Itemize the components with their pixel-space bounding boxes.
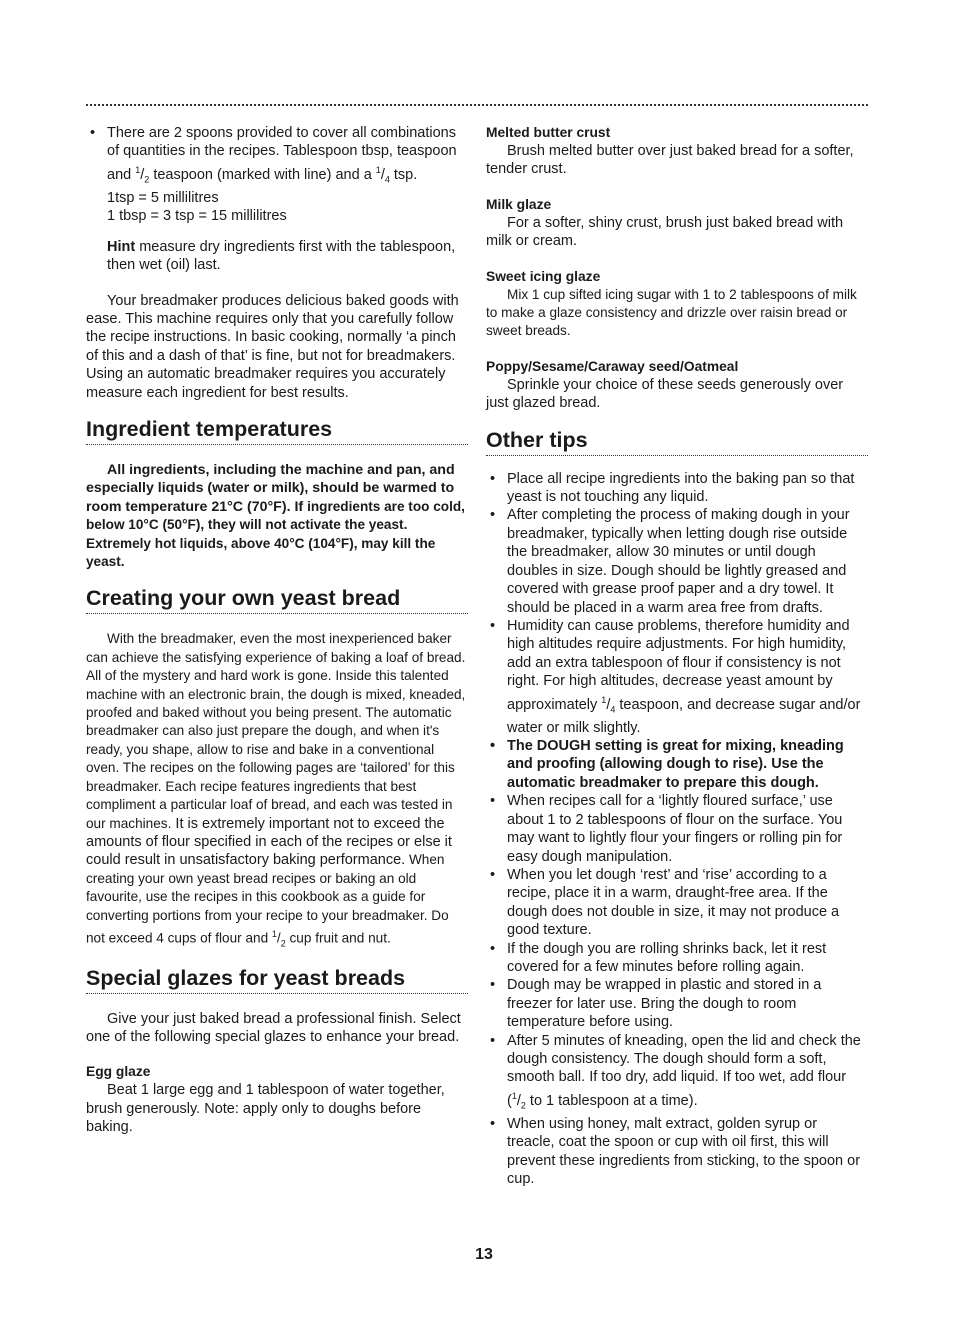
creating-yeast-bread-text: With the breadmaker, even the most inexperienced baker can achieve the satisfying experience of baking a loaf of bread. All of the mystery and hard work is gone. Inside this talented machine with an electronic brain, the dough is mixed, kneaded, proofed and baked without you being present. The automatic breadmaker can also just prepare the dough, and when it's ready, you shape, allow to rise and bake in a conventional oven. The recipes on the following pages are ‘tailored’ for this breadmaker. Each recipe features ingredients that best compliment a particular loaf of bread, and each was tested in our machines. It is extremely important not to exceed the amounts of flour specified in each of the recipes or else it could result in unsatisfactory baking performance. When creating your own yeast bread recipes or baking an old favourite, use the recipes in this cookbook as a guide for converting portions from your recipe to your breadmaker. Do not exceed 4 cups of flour and $^1/_2$ cup fruit and nut.	[86, 631, 466, 949]
list-item: • Humidity can cause problems, therefore humidity and high altitudes require adjustments. For high humidity, add an extra tablespoon of flour if consistency is not right. For high altitudes, decrease yeast amount by approximately $^1/_4$ teaspoon, and decrease sugar and/or water or milk slightly.	[486, 617, 868, 737]
bread-text: It is extremely important not to exceed the amounts of flour specified in each of the recipes or else it could result in unsatisfactory baking performance.	[86, 815, 452, 869]
fraction-numerator: 1	[511, 1090, 517, 1101]
glazes-intro: Give your just baked bread a professional finish. Select one of the following special glazes to enhance your bread.	[86, 1010, 461, 1045]
hint-text: measure dry ingredients first with the tablespoon, then wet (oil) last.	[107, 238, 456, 274]
intro-paragraph: Your breadmaker produces delicious baked goods with ease. This machine requires only that you carefully follow the recipe instructions. In basic cooking, normally ‘a pinch of this and a dash of that’ is fine, but not for breadmakers. Using an automatic breadmaker requires you accurately measure each ingredient for best results.	[86, 292, 459, 401]
heading-ingredient-temperatures: Ingredient temperatures	[86, 416, 468, 445]
right-column	[486, 124, 868, 1189]
fraction-denominator: 4	[610, 704, 616, 715]
fraction-numerator: 1	[271, 928, 277, 939]
tip-text: teaspoon, and decrease sugar and/or water or milk slightly.	[507, 696, 861, 736]
tip-text: After 5 minutes of kneading, open the lid and check the dough consistency. The dough should form a soft, smooth ball. If too dry, add liquid. If too wet, add flour (	[507, 1032, 861, 1109]
fraction-denominator: 4	[384, 174, 390, 185]
poppy-seed-title: Poppy/Sesame/Caraway seed/Oatmeal	[486, 358, 739, 374]
tip-text: to 1 tablespoon at a time).	[525, 1092, 698, 1109]
spoons-text: teaspoon (marked with line) and a	[149, 166, 376, 183]
sweet-icing-title: Sweet icing glaze	[486, 268, 601, 284]
list-item: • Place all recipe ingredients into the baking pan so that yeast is not touching any liquid.	[486, 470, 868, 507]
temps-text: ingredients are too cold, below 10°C (50°F), they will not activate the yeast. Extremely hot liquids, above 40°C (104°F), may kill the yeast.	[86, 498, 465, 570]
poppy-seed-text: Sprinkle your choice of these seeds generously over just glazed bread.	[486, 376, 844, 412]
heading-creating-yeast-bread: Creating your own yeast bread	[86, 585, 468, 614]
ingredient-temperatures-text	[86, 461, 468, 571]
melted-butter-text: Brush melted butter over just baked bread for a softer, tender crust.	[486, 143, 854, 178]
list-item: • When you let dough ‘rest’ and ‘rise’ according to a recipe, place it in a warm, draught-free area. If the dough does not double in size, it may not produce a good texture.	[486, 866, 868, 940]
list-item: • The DOUGH setting is great for mixing, kneading and proofing (allowing dough to rise). Use the automatic breadmaker to prepare this dough.	[486, 737, 868, 792]
milk-glaze-text: For a softer, shiny crust, brush just baked bread with milk or cream.	[486, 214, 844, 250]
list-item: • After completing the process of making dough in your breadmaker, typically when letting dough rise outside the breadmaker, allow 30 minutes or until dough doubles in size. Dough should be lightly greased and covered with grease proof paper and a dry towel. It should be placed in a warm area free from drafts.	[486, 506, 868, 616]
bread-text: cup fruit and nut.	[285, 930, 391, 946]
list-item: • Dough may be wrapped in plastic and stored in a freezer for later use. Bring the dough to room temperature before using.	[486, 976, 868, 1031]
egg-glaze-title: Egg glaze	[86, 1064, 151, 1080]
spoons-text: Tablespoon tbsp, teaspoon and	[107, 143, 457, 183]
egg-glaze-text: Beat 1 large egg and 1 tablespoon of water together, brush generously. Note: apply only to doughs before baking.	[86, 1082, 445, 1136]
spoons-text: There are 2 spoons provided to cover all combinations of quantities in the recipes.	[107, 125, 456, 160]
conversion-line: 1 tbsp = 3 tsp = 15 millilitres	[107, 208, 287, 225]
page-number: 13	[475, 1246, 493, 1263]
fraction-denominator: 2	[280, 938, 286, 949]
top-dotted-rule	[86, 104, 868, 106]
fraction-numerator: 1	[135, 164, 141, 175]
spoons-text: tsp.	[389, 166, 418, 183]
milk-glaze-title: Milk glaze	[486, 196, 552, 212]
fraction-numerator: 1	[601, 694, 607, 705]
list-item: • If the dough you are rolling shrinks back, let it rest covered for a few minutes before rolling again.	[486, 940, 868, 977]
sweet-icing-text: Mix 1 cup sifted icing sugar with 1 to 2 tablespoons of milk to make a glaze consistency and drizzle over raisin bread or sweet breads.	[486, 286, 857, 339]
conversion-line: 1tsp = 5 millilitres	[107, 189, 219, 206]
list-item: • When recipes call for a ‘lightly floured surface,’ use about 1 to 2 tablespoons of flour on the surface. You may want to lightly flour your fingers or rolling pin for easy dough manipulation.	[486, 792, 868, 866]
heading-other-tips: Other tips	[486, 427, 868, 456]
hint-label: Hint	[107, 238, 136, 255]
list-item: • After 5 minutes of kneading, open the lid and check the dough consistency. The dough should form a soft, smooth ball. If too dry, add liquid. If too wet, add flour ($^1/_2$ to 1 tablespoon at a time).	[486, 1032, 868, 1115]
tip-text: Humidity can cause problems, therefore humidity and high altitudes require adjustments. For high humidity, add an extra tablespoon of flour if consistency is not right. For high altitudes, decrease yeast amount by approximately	[507, 617, 850, 713]
spoons-list	[86, 124, 468, 275]
bread-text: With the breadmaker, even the most inexperienced baker can achieve the satisfying experience of baking a loaf of bread. All of the mystery and hard work is gone. Inside this talented machine with an electronic brain, the dough is mixed, kneaded, proofed and baked without you being present. The automatic breadmaker can also just prepare the dough, and when it's ready, you shape, allow to rise and bake in a conventional oven. The recipes on the following pages are ‘tailored’ for this breadmaker. Each recipe features ingredients that best compliment a particular loaf of bread, and each was tested in our machines.	[86, 631, 466, 831]
list-item: • When using honey, malt extract, golden syrup or treacle, coat the spoon or cup with oil first, this will prevent these ingredients from sticking, to the spoon or cup.	[486, 1115, 868, 1189]
left-column	[86, 124, 468, 1137]
bread-text: When creating your own yeast bread recipes or baking an old favourite, use the recipes in this cookbook as a guide for converting portions from your recipe to your breadmaker. Do not exceed 4 cups of flour and	[86, 852, 449, 946]
list-item: • There are 2 spoons provided to cover all combinations of quantities in the recipes. Tablespoon tbsp, teaspoon and $^1/_2$ teaspoon (marked with line) and a $^1/_4$ tsp. 1tsp = 5 millilitres 1 tbsp = 3 tsp = 15 millilitres Hint measure dry ingredients first with the tablespoon, then wet (oil) last.	[86, 124, 468, 275]
hint	[107, 238, 468, 275]
fraction-numerator: 1	[375, 164, 381, 175]
fraction-denominator: 2	[520, 1100, 526, 1111]
heading-special-glazes: Special glazes for yeast breads	[86, 965, 468, 994]
other-tips-list	[486, 470, 868, 1189]
melted-butter-title: Melted butter crust	[486, 125, 611, 140]
temps-text: All ingredients, including the machine and pan, and especially liquids (water or milk), should be warmed to room temperature 21°C (70°F). If	[86, 462, 455, 515]
fraction-denominator: 2	[144, 174, 150, 185]
